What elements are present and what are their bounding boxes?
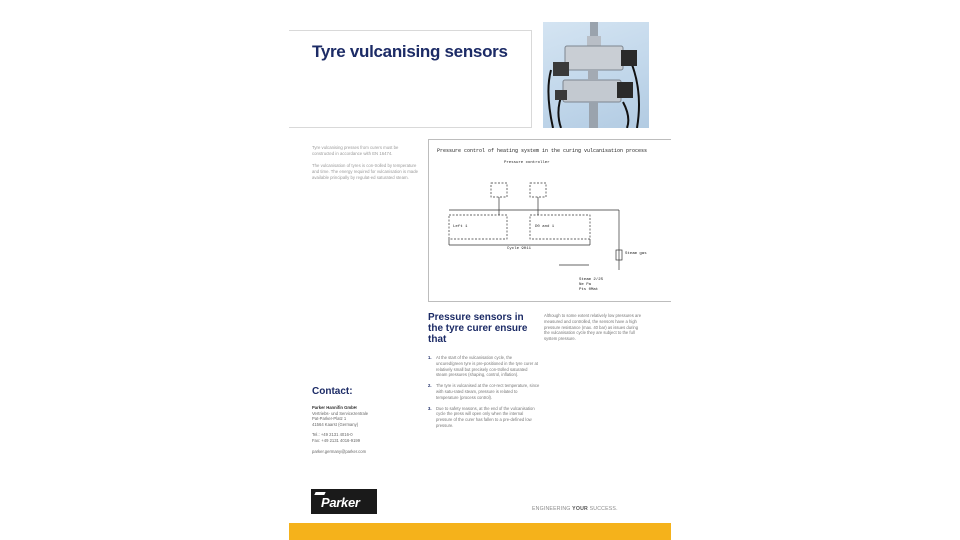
tagline	[532, 506, 618, 512]
contact-line: Pat-Parker-Platz 1	[312, 416, 347, 422]
section-heading: Pressure sensors in the tyre curer ensure that	[428, 312, 528, 345]
tagline-post: SUCCESS.	[587, 506, 618, 512]
intro-paragraph-1: Tyre vulcanising presses from curers must be constructed in accordance with EN 16474.	[312, 145, 399, 156]
diagram-label-top: Pressure controller	[504, 161, 550, 165]
list-item	[428, 406, 540, 429]
contact-email[interactable]: parker.germany@parker.com	[312, 448, 367, 454]
parker-logo	[311, 489, 377, 514]
intro-paragraph-2: The vulcanisation of tyres is con-trolled by temperature and time. The energy required for vulcanisation is made available principally by regulat-ed saturated steam.	[312, 163, 418, 180]
process-diagram-drawing	[429, 140, 672, 303]
list-item	[428, 355, 540, 378]
intro-text	[312, 145, 420, 187]
list-item-number: 3.	[428, 405, 432, 411]
tagline-pre: ENGINEERING	[532, 506, 573, 512]
list-item	[428, 383, 540, 400]
diagram-label-corner-1: Steam 2/2S	[579, 278, 604, 282]
contact-fax: Fax: +49 2131 4016-9199	[312, 437, 361, 443]
sensor-photo-image	[543, 22, 649, 128]
diagram-label-right-unit: D0 and 1	[535, 225, 555, 229]
contact-line: 41564 Kaarst (Germany)	[312, 421, 359, 427]
list-item-number: 2.	[428, 383, 432, 389]
numbered-list	[428, 355, 540, 434]
diagram-label-right: Steam gas	[625, 252, 647, 256]
sensor-product-photo	[543, 22, 649, 128]
tagline-emphasis: YOUR	[572, 506, 588, 512]
contact-phone: Tel.: +49 2131 4016-0	[312, 432, 353, 438]
diagram-label-left-unit: Left 1	[453, 225, 468, 229]
right-column-text: Although to some extent relatively low pressures are measured and controlled, the sensors have a high pressure resistance (max. 40 bar) as issues during the vulcanisation cycle they are subject to the full system pressure.	[544, 313, 642, 342]
document-page	[289, 0, 671, 540]
contact-company: Parker Hannifin GmbH	[312, 405, 357, 410]
list-item-text: The tyre is vulcanised at the cor-rect temperature, since with satu-rated steam, pressure is related to temperature (process control).	[436, 383, 540, 400]
diagram-label-bottom: Cycle 9011	[507, 247, 532, 251]
document-title: Tyre vulcanising sensors	[312, 42, 508, 61]
diagram-title: Pressure control of heating system in the curing vulcanisation process	[437, 148, 648, 154]
process-diagram	[428, 139, 671, 302]
logo-text: Parker	[321, 495, 360, 510]
list-item-text: Due to safety reasons, at the end of the vulcanisation cycle the press will open only when the internal pressure of the curer has fallen to a pre-defined low pressure.	[436, 405, 535, 428]
diagram-label-corner-2: Ne Pa	[579, 283, 592, 287]
list-item-number: 1.	[428, 355, 432, 360]
diagram-label-corner-3: Pts 0Mat	[579, 288, 599, 292]
title-box	[289, 30, 532, 128]
contact-line: Vertriebs- und Servicezentrale	[312, 410, 369, 416]
footer-accent-bar	[289, 523, 671, 540]
contact-heading: Contact:	[312, 386, 353, 397]
contact-block	[312, 405, 417, 454]
list-item-text: At the start of the vulcanisation cycle, the uncured/green tyre is pre-positioned in the tyre curer at relatively small but precisely con-trolled saturated steam pressures (shaping, control, inflation).	[436, 355, 538, 378]
